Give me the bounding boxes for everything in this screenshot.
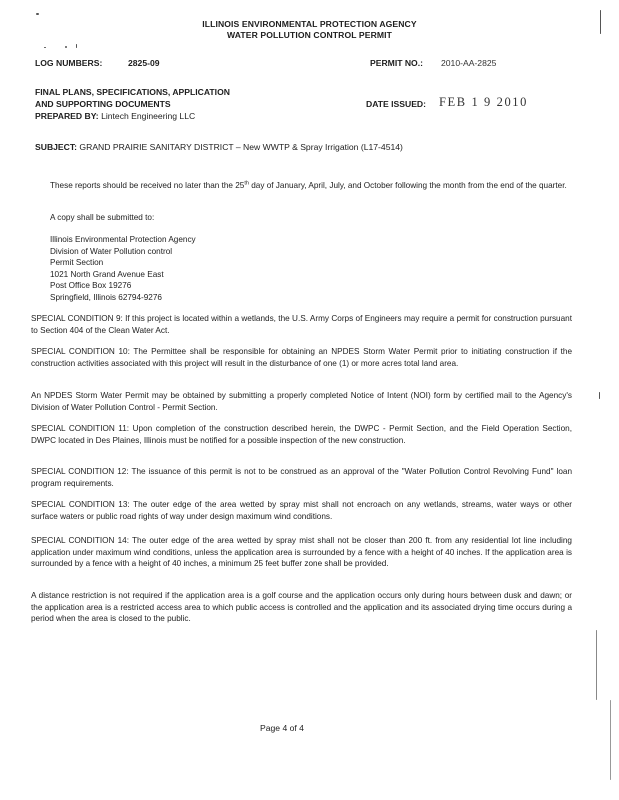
documents-line-2: AND SUPPORTING DOCUMENTS [35,99,171,109]
permit-title: WATER POLLUTION CONTROL PERMIT [226,30,392,40]
subject-line [35,142,403,152]
scan-speck [65,46,67,48]
special-condition-9: SPECIAL CONDITION 9: If this project is located within a wetlands, the U.S. Army Corps of Engineers may require a permit for construction pursuant to Section 404 of the Clean Water Act. [31,314,572,335]
special-condition-10: SPECIAL CONDITION 10: The Permittee shall be responsible for obtaining an NPDES Storm Water Permit prior to initiating construction if the construction activities associated with this project will result in the disturbance of one (1) or more acres total land area. [31,347,572,368]
reports-superscript: th [244,180,249,187]
address-line: 1021 North Grand Avenue East [50,269,164,279]
reports-text-start: These reports should be received no later than the 25 [50,181,245,190]
copy-note: A copy shall be submitted to: [50,213,155,222]
permit-number-value: 2010-AA-2825 [441,58,497,68]
special-condition-11: SPECIAL CONDITION 11: Upon completion of the construction described herein, the DWPC - Permit Section, and the Field Operation Section, DWPC located in Des Plaines, Illinois must be notified for a possible inspection of the new construction. [31,424,572,445]
agency-title: ILLINOIS ENVIRONMENTAL PROTECTION AGENCY [202,19,417,29]
scan-edge-mark [596,630,597,700]
scan-edge-mark [599,392,600,399]
address-line: Illinois Environmental Protection Agency [50,235,196,244]
date-issued-stamp: FEB 1 9 2010 [439,95,528,109]
permit-number-label: PERMIT NO.: [370,58,423,68]
reports-paragraph [50,180,574,192]
address-line: Springfield, Illinois 62794-9276 [50,292,162,302]
reports-text-end: day of January, April, July, and October following the month from the end of the quarter. [248,181,567,190]
address-line: Post Office Box 19276 [50,281,132,290]
special-condition-14: SPECIAL CONDITION 14: The outer edge of the area wetted by spray mist shall not be closer than 200 ft. from any residential lot line including application under maximum wind conditions, unless the application area is surrounded by a fence with a height of 40 inches. If the application area is surrounded by a fence with a height of 40 inches, a minimum 25 feet buffer zone shall be provided. [31,536,572,569]
log-numbers-label: LOG NUMBERS: [35,58,103,68]
scan-speck [76,44,77,48]
subject-label: SUBJECT: [35,142,78,152]
npdes-paragraph: An NPDES Storm Water Permit may be obtained by submitting a properly completed Notice of Intent (NOI) form by certified mail to the Agency's Division of Water Pollution Control - Permit Section. [31,391,572,412]
documents-line-1: FINAL PLANS, SPECIFICATIONS, APPLICATION [35,87,230,97]
page-number: Page 4 of 4 [260,723,304,733]
prepared-by-label: PREPARED BY: [35,111,99,121]
prepared-by-value: Lintech Engineering LLC [101,111,196,121]
scan-edge-mark [610,700,611,780]
scan-speck [44,47,46,48]
address-line: Permit Section [50,258,104,267]
address-block [50,234,350,303]
log-numbers-value: 2825-09 [128,58,160,68]
address-line: Division of Water Pollution control [50,246,173,256]
distance-paragraph: A distance restriction is not required if the application area is a golf course and the application occurs only during hours between dusk and dawn; or the application area is a restricted access area to which public access is controlled and the application and its associated drying time occurs during a period when the area is closed to the public. [31,591,572,624]
special-condition-12: SPECIAL CONDITION 12: The issuance of this permit is not to be construed as an approval of the "Water Pollution Control Revolving Fund" loan program requirements. [31,467,572,488]
prepared-by [35,111,195,121]
scan-speck [36,13,39,15]
special-condition-13: SPECIAL CONDITION 13: The outer edge of the area wetted by spray mist shall not encroach on any wetlands, streams, water ways or other surface waters or public road rights of way under design maximum wind conditions. [31,500,572,521]
subject-value: GRAND PRAIRIE SANITARY DISTRICT – New WWTP & Spray Irrigation (L17-4514) [79,142,403,152]
date-issued-label: DATE ISSUED: [366,99,427,109]
scan-edge-mark [600,10,601,34]
